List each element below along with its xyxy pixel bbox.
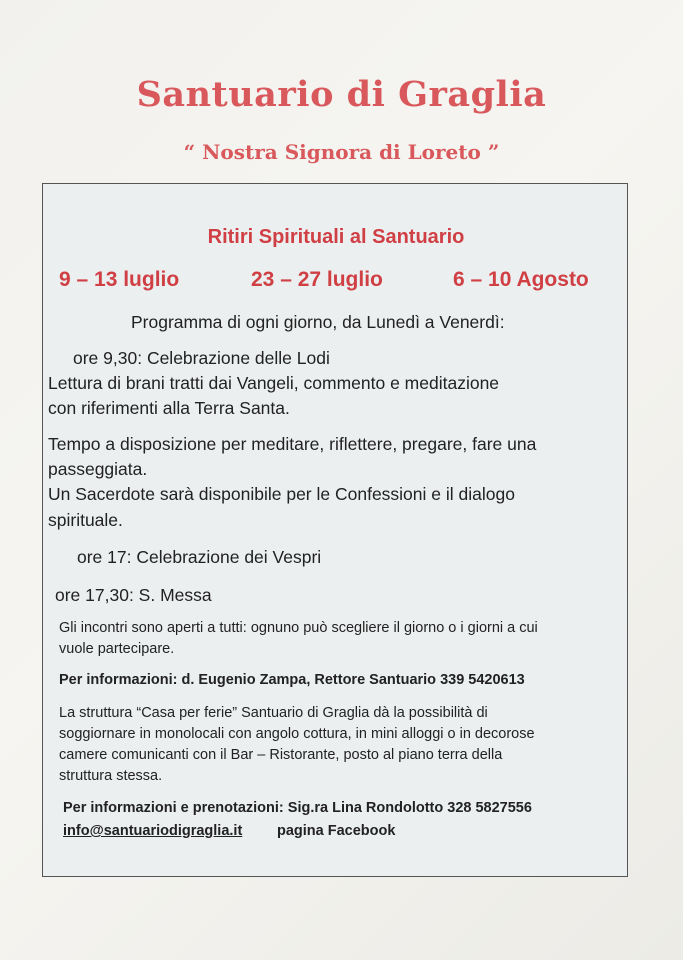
date-range-3: 6 – 10 Agosto bbox=[453, 268, 589, 291]
lettura-line-2: con riferimenti alla Terra Santa. bbox=[48, 398, 290, 418]
section-title: Ritiri Spirituali al Santuario bbox=[207, 226, 465, 248]
info-rettore: Per informazioni: d. Eugenio Zampa, Rettore Santuario 339 5420613 bbox=[59, 672, 525, 688]
page-subtitle: “ Nostra Signora di Loreto ” bbox=[183, 140, 500, 164]
struttura-line-1: La struttura “Casa per ferie” Santuario di Graglia dà la possibilità di bbox=[59, 705, 488, 721]
date-range-2: 23 – 27 luglio bbox=[251, 268, 383, 291]
date-range-1: 9 – 13 luglio bbox=[59, 268, 180, 291]
struttura-line-2: soggiornare in monolocali con angolo cottura, in mini alloggi o in decorose bbox=[59, 726, 535, 742]
tempo-line-1: Tempo a disposizione per meditare, riflettere, pregare, fare una bbox=[48, 434, 537, 454]
incontri-line-1: Gli incontri sono aperti a tutti: ognuno può scegliere il giorno o i giorni a cui bbox=[59, 620, 538, 636]
info-prenotazioni: Per informazioni e prenotazioni: Sig.ra Lina Rondolotto 328 5827556 bbox=[63, 800, 532, 816]
struttura-line-3: camere comunicanti con il Bar – Ristorante, posto al piano terra della bbox=[59, 747, 503, 763]
sacerdote-line-1: Un Sacerdote sarà disponibile per le Confessioni e il dialogo bbox=[48, 484, 515, 504]
lodi-text: ore 9,30: Celebrazione delle Lodi bbox=[73, 348, 330, 368]
email-link[interactable]: info@santuariodigraglia.it bbox=[63, 823, 243, 839]
incontri-line-2: vuole partecipare. bbox=[59, 641, 175, 657]
sacerdote-line-2: spirituale. bbox=[48, 510, 123, 530]
page-title: Santuario di Graglia bbox=[136, 74, 547, 115]
tempo-line-2: passeggiata. bbox=[48, 459, 148, 479]
struttura-line-4: struttura stessa. bbox=[59, 768, 163, 784]
messa-text: ore 17,30: S. Messa bbox=[55, 585, 212, 605]
programma-text: Programma di ogni giorno, da Lunedì a Venerdì: bbox=[131, 312, 505, 332]
vespri-text: ore 17: Celebrazione dei Vespri bbox=[77, 547, 322, 567]
lettura-line-1: Lettura di brani tratti dai Vangeli, commento e meditazione bbox=[48, 373, 500, 393]
facebook-text: pagina Facebook bbox=[277, 823, 396, 839]
program-box bbox=[42, 183, 628, 877]
